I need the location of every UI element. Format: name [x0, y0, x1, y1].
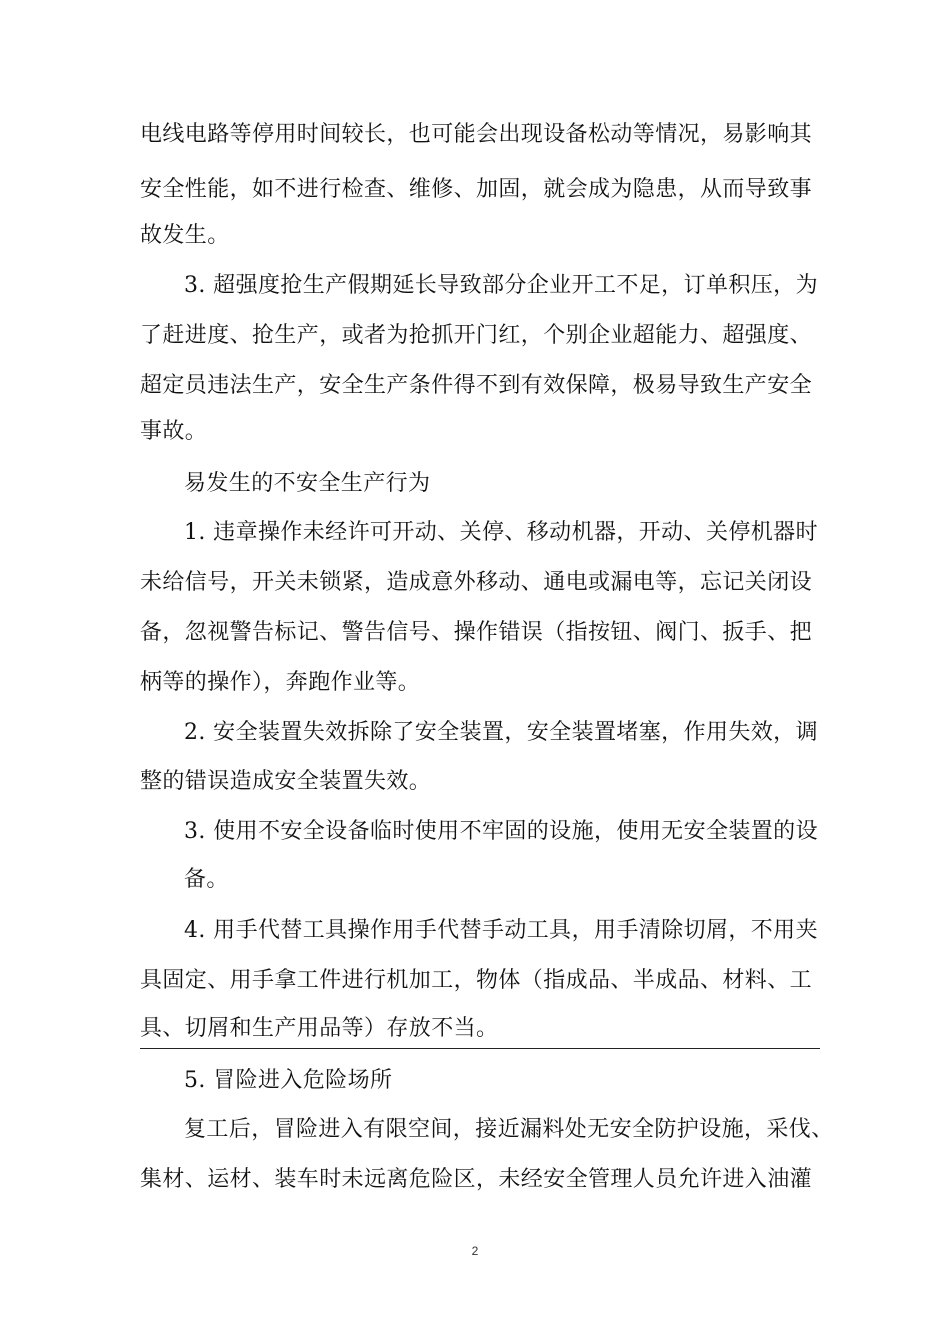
text-line: 3. 使用不安全设备临时使用不牢固的设施，使用无安全装置的设	[184, 819, 818, 844]
text-line: 备。	[184, 867, 229, 892]
text-line: 4. 用手代替工具操作用手代替手动工具，用手清除切屑，不用夹	[184, 918, 818, 943]
text-line: 具固定、用手拿工件进行机加工，物体（指成品、半成品、材料、工	[140, 968, 813, 993]
text-line: 集材、运材、装车时未远离危险区，未经安全管理人员允许进入油灌	[140, 1167, 813, 1192]
text-line: 了赶进度、抢生产，或者为抢抓开门红，个别企业超能力、超强度、	[140, 323, 813, 348]
section-heading: 易发生的不安全生产行为	[184, 471, 431, 496]
text-line: 未给信号，开关未锁紧，造成意外移动、通电或漏电等，忘记关闭设	[140, 570, 813, 595]
horizontal-divider	[140, 1048, 820, 1049]
text-line: 1. 违章操作未经许可开动、关停、移动机器，开动、关停机器时	[184, 520, 818, 545]
text-line: 备，忽视警告标记、警告信号、操作错误（指按钮、阀门、扳手、把	[140, 620, 813, 645]
text-line: 故发生。	[140, 223, 230, 248]
text-line: 2. 安全装置失效拆除了安全装置，安全装置堵塞，作用失效，调	[184, 720, 818, 745]
text-line: 5. 冒险进入危险场所	[184, 1068, 393, 1093]
text-line: 3. 超强度抢生产假期延长导致部分企业开工不足，订单积压，为	[184, 273, 818, 298]
text-line: 电线电路等停用时间较长，也可能会出现设备松动等情况，易影响其	[140, 122, 813, 147]
page-number: 2	[471, 1244, 479, 1258]
text-line: 柄等的操作），奔跑作业等。	[140, 670, 421, 695]
text-line: 具、切屑和生产用品等）存放不当。	[140, 1016, 499, 1041]
text-line: 安全性能，如不进行检查、维修、加固，就会成为隐患，从而导致事	[140, 177, 813, 202]
text-line: 复工后，冒险进入有限空间，接近漏料处无安全防护设施，采伐、	[184, 1117, 834, 1142]
text-line: 整的错误造成安全装置失效。	[140, 769, 432, 794]
text-line: 超定员违法生产，安全生产条件得不到有效保障，极易导致生产安全	[140, 373, 813, 398]
text-line: 事故。	[140, 419, 208, 444]
